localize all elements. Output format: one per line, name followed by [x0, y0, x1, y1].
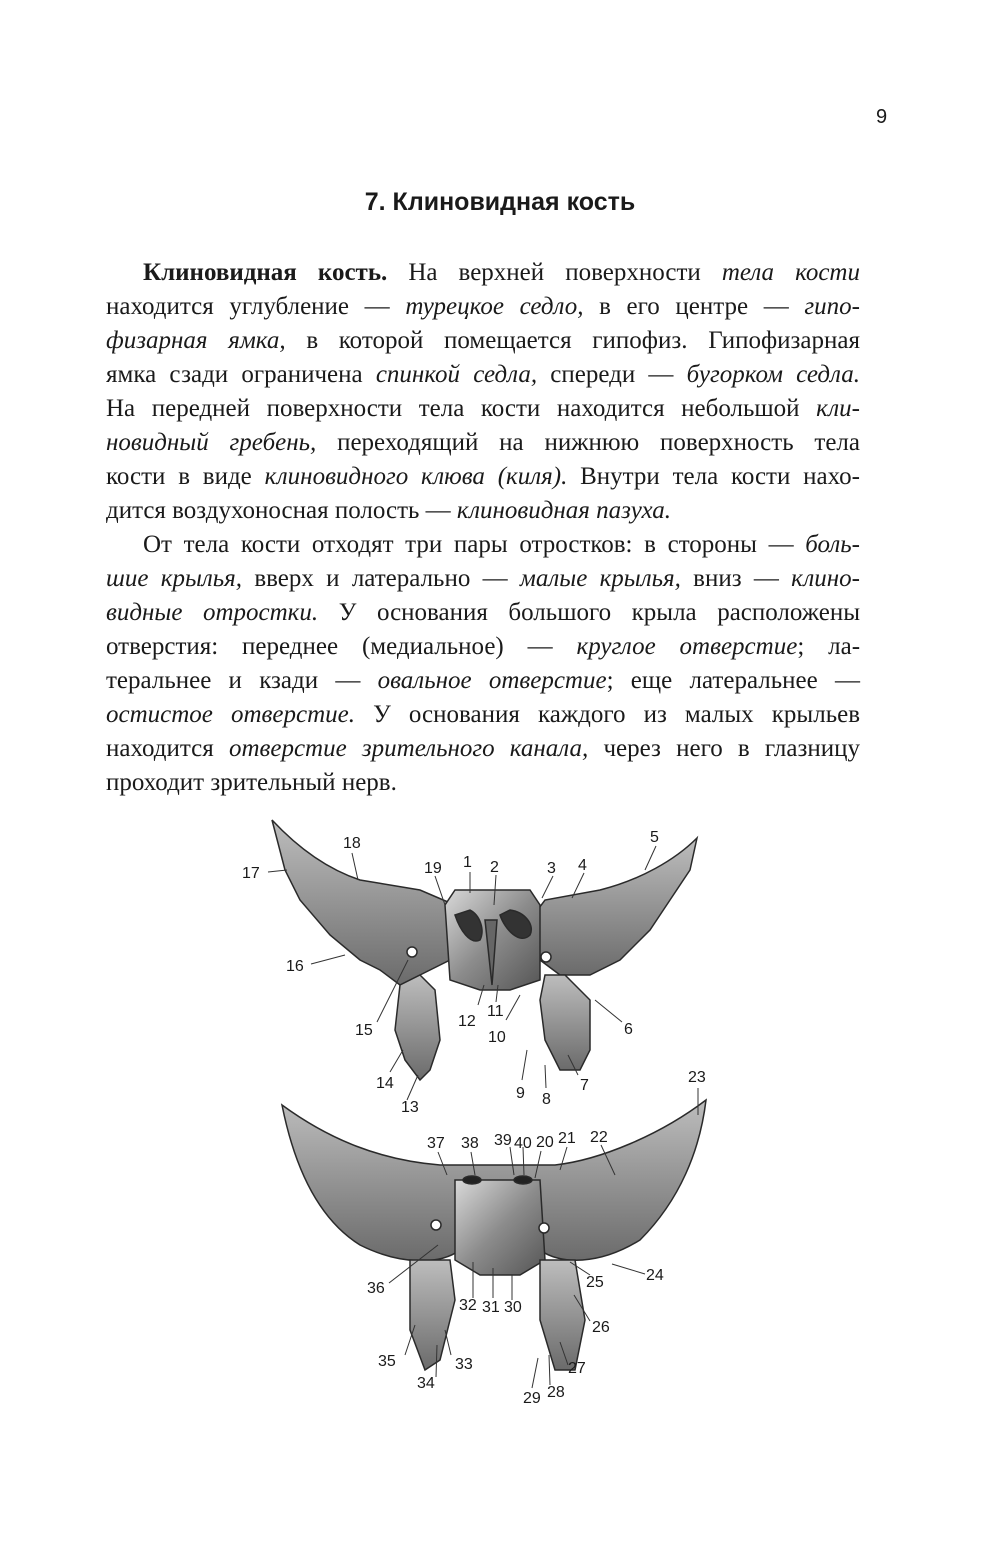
figure-label: 34	[417, 1375, 435, 1392]
figure-label: 23	[688, 1069, 706, 1086]
figure-label: 11	[487, 1003, 504, 1020]
italic-term: видные отростки.	[106, 599, 319, 626]
italic-term: остистое отверстие.	[106, 701, 356, 728]
text-run: находится углубление —	[106, 293, 406, 320]
italic-term: боль-	[805, 531, 860, 558]
text-run: спереди —	[537, 361, 687, 388]
optic-canal-left	[463, 1176, 481, 1184]
figure-label: 29	[523, 1390, 541, 1407]
italic-term: турецкое седло,	[405, 293, 584, 320]
figure-label: 2	[490, 859, 499, 876]
figure-label: 25	[586, 1274, 604, 1291]
figure-label: 28	[547, 1384, 565, 1401]
optic-canal-right	[514, 1176, 532, 1184]
figure-label: 30	[504, 1299, 522, 1316]
text-run: вверх и латерально —	[242, 565, 520, 592]
figure-label: 37	[427, 1135, 445, 1152]
text-run: Внутри тела кости нахо-	[567, 463, 860, 490]
anterior-view-illustration	[272, 820, 697, 1080]
italic-term: круглое отверстие	[576, 633, 798, 660]
figure-label: 7	[580, 1077, 589, 1094]
foramen-left-posterior	[431, 1220, 441, 1230]
figure-label: 5	[650, 829, 659, 846]
figure-label: 13	[401, 1099, 419, 1116]
figure-label: 22	[590, 1129, 608, 1146]
italic-term: бугорком седла.	[686, 361, 860, 388]
figure-label: 14	[376, 1075, 394, 1092]
foramen-right-posterior	[539, 1223, 549, 1233]
text-run: в его центре —	[583, 293, 805, 320]
text-run: дится воздухоносная полость —	[106, 497, 457, 524]
italic-term: гипо-	[804, 293, 860, 320]
left-pterygoid-process	[395, 975, 440, 1080]
text-run: У основания большого крыла расположены	[318, 599, 861, 626]
italic-term: спинкой седла,	[375, 361, 538, 388]
figure-label: 17	[242, 865, 260, 882]
bold-term: Клиновидная кость.	[143, 259, 388, 286]
italic-term: шие крылья,	[106, 565, 243, 592]
text-run: находится	[106, 735, 229, 762]
figure-label: 6	[624, 1021, 633, 1038]
italic-term: физарная ямка,	[106, 327, 286, 354]
figure-label: 21	[558, 1130, 576, 1147]
text-run: От тела кости отходят три пары отростков: в стороны —	[143, 531, 806, 558]
italic-term: кли-	[816, 395, 860, 422]
italic-term: тела кости	[721, 259, 860, 286]
text-run: отверстия: переднее (медиальное) —	[106, 633, 577, 660]
foramen-rotundum-left	[407, 947, 417, 957]
figure-label: 36	[367, 1280, 385, 1297]
lower-left-pterygoid	[410, 1260, 455, 1370]
figure-label: 35	[378, 1353, 396, 1370]
lower-right-pterygoid	[540, 1260, 585, 1370]
figure-label: 31	[482, 1299, 500, 1316]
figure-label: 18	[343, 835, 361, 852]
text-run: кости в виде	[106, 463, 265, 490]
figure-label: 9	[516, 1085, 525, 1102]
figure-label: 27	[568, 1360, 586, 1377]
figure-label: 26	[592, 1319, 610, 1336]
figure-label: 39	[494, 1132, 512, 1149]
figure-label: 1	[463, 854, 472, 871]
section-heading: 7. Клиновидная кость	[364, 188, 636, 216]
text-run: в которой помещается гипофиз. Гипофизарная	[285, 327, 860, 354]
page-number: 9	[876, 106, 888, 128]
figure-label: 3	[547, 860, 556, 877]
foramen-rotundum-right	[541, 952, 551, 962]
text-run: ямка сзади ограничена	[106, 361, 376, 388]
figure-label: 12	[458, 1013, 476, 1030]
figure-label: 15	[355, 1022, 373, 1039]
italic-term: малые крылья,	[519, 565, 681, 592]
italic-term: отверстие зрительного канала,	[228, 735, 589, 762]
text-run: переходящий на нижнюю поверхность тела	[316, 429, 861, 456]
text-run: На передней поверхности тела кости находится небольшой	[106, 395, 817, 422]
italic-term: клиновидная пазуха.	[456, 497, 672, 524]
figure-label: 20	[536, 1134, 554, 1151]
figure-label: 32	[459, 1297, 477, 1314]
right-pterygoid-process	[540, 975, 590, 1070]
italic-term: овальное отверстие	[377, 667, 607, 694]
text-run: проходит зрительный нерв.	[106, 769, 397, 796]
text-run: На верхней поверхности	[387, 259, 722, 286]
figure-label: 19	[424, 860, 442, 877]
figure-label: 10	[488, 1029, 506, 1046]
text-run: через него в глазницу	[588, 735, 860, 762]
right-greater-wing	[530, 838, 697, 975]
figure-label: 40	[514, 1135, 532, 1152]
figure-label: 16	[286, 958, 304, 975]
italic-term: клино-	[791, 565, 860, 592]
figure-label: 8	[542, 1091, 551, 1108]
figure-label: 4	[578, 857, 587, 874]
lower-body	[455, 1180, 545, 1275]
text-run: вниз —	[680, 565, 792, 592]
figure-label: 38	[461, 1135, 479, 1152]
figure-label: 33	[455, 1356, 473, 1373]
italic-term: новидный гребень,	[106, 429, 317, 456]
text-run: ; еще латеральнее —	[606, 667, 860, 694]
text-run: ; ла-	[797, 633, 861, 660]
text-run: У основания каждого из малых крыльев	[355, 701, 860, 728]
text-run: теральнее и кзади —	[106, 667, 378, 694]
figure-label: 24	[646, 1267, 664, 1284]
italic-term: клиновидного клюва (киля).	[264, 463, 568, 490]
